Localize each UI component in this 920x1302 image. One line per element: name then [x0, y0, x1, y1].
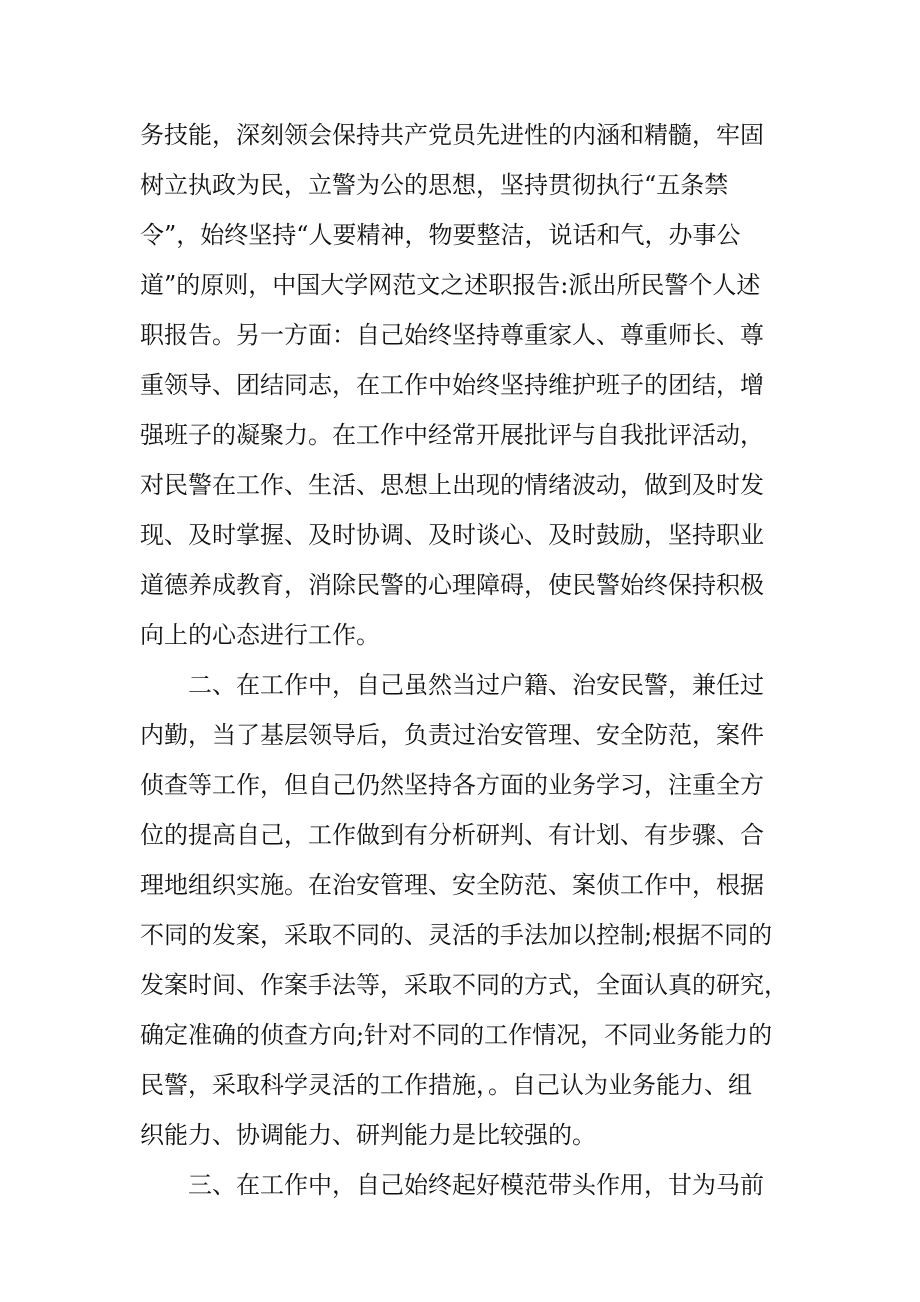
text-line: 对民警在工作、生活、思想上出现的情绪波动，做到及时发: [140, 471, 764, 499]
text-line: 织能力、协调能力、研判能力是比较强的。: [140, 1121, 596, 1149]
text-line: 确定准确的侦查方向;针对不同的工作情况，不同业务能力的: [140, 1021, 773, 1049]
document-body: [140, 110, 800, 1210]
text-line: 强班子的凝聚力。在工作中经常开展批评与自我批评活动，: [140, 421, 764, 449]
text-line: 内勤，当了基层领导后，负责过治安管理、安全防范，案件: [140, 721, 764, 749]
text-line: 二、在工作中，自己虽然当过户籍、治安民警，兼任过: [188, 671, 764, 699]
text-line: 树立执政为民，立警为公的思想，坚持贯彻执行“五条禁: [140, 171, 729, 199]
text-line: 令”，始终坚持“人要精神，物要整洁，说话和气，办事公: [140, 221, 741, 249]
text-line: 务技能，深刻领会保持共产党员先进性的内涵和精髓，牢固: [140, 121, 764, 149]
text-line: 民警，采取科学灵活的工作措施，。自己认为业务能力、组: [140, 1071, 752, 1099]
text-line: 发案时间、作案手法等，采取不同的方式，全面认真的研究，: [140, 971, 788, 999]
text-line: 三、在工作中，自己始终起好模范带头作用，甘为马前: [188, 1171, 764, 1199]
text-line: 重领导、团结同志，在工作中始终坚持维护班子的团结，增: [140, 371, 764, 399]
text-line: 道德养成教育，消除民警的心理障碍，使民警始终保持积极: [140, 571, 764, 599]
text-line: 职报告。另一方面：自己始终坚持尊重家人、尊重师长、尊: [140, 321, 764, 349]
text-line: 向上的心态进行工作。: [140, 621, 380, 649]
text-line: 现、及时掌握、及时协调、及时谈心、及时鼓励，坚持职业: [140, 521, 764, 549]
text-line: 不同的发案，采取不同的、灵活的手法加以控制;根据不同的: [140, 921, 773, 949]
text-line: 理地组织实施。在治安管理、安全防范、案侦工作中，根据: [140, 871, 764, 899]
text-line: 侦查等工作，但自己仍然坚持各方面的业务学习，注重全方: [140, 771, 764, 799]
text-line: 道”的原则，中国大学网范文之述职报告:派出所民警个人述: [140, 271, 761, 299]
text-line: 位的提高自己，工作做到有分析研判、有计划、有步骤、合: [140, 821, 764, 849]
